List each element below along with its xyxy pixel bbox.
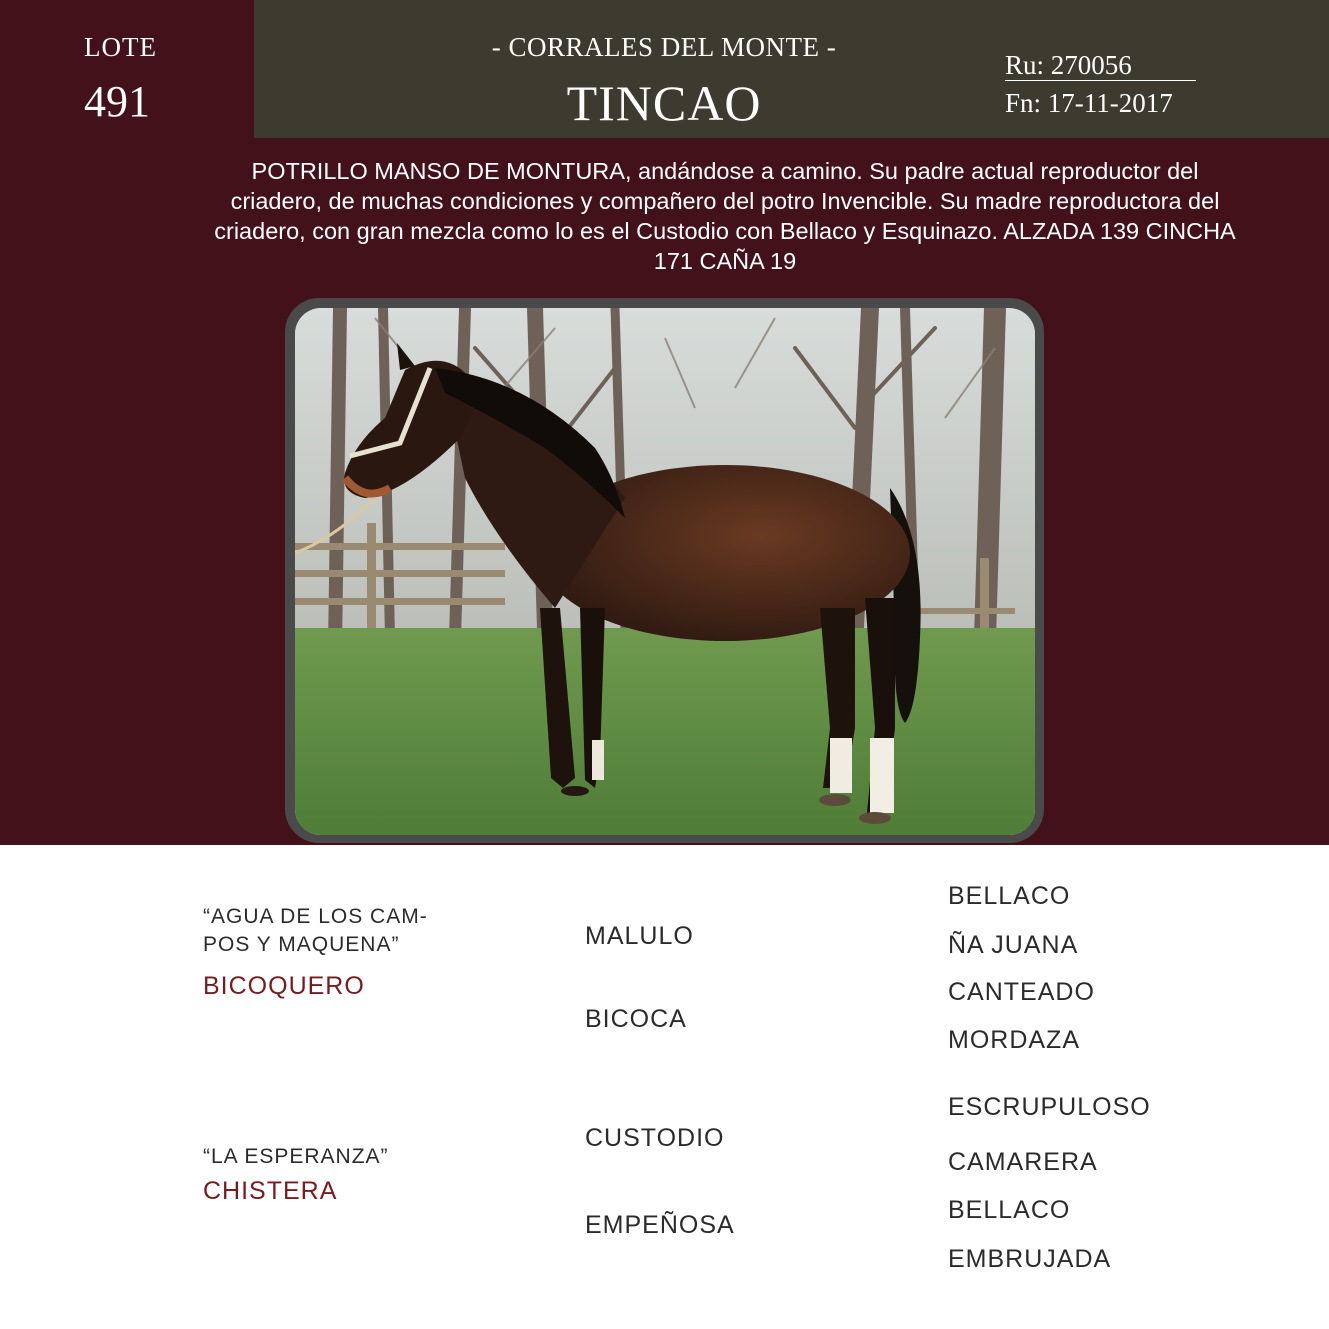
breeder-name: - CORRALES DEL MONTE - bbox=[491, 32, 837, 62]
great-grandparent-7: BELLACO bbox=[948, 1196, 1071, 1224]
horse-name: TINCAO bbox=[566, 75, 762, 131]
great-grandparent-1: BELLACO bbox=[948, 882, 1071, 910]
registry-number: Ru: 270056 bbox=[1005, 50, 1196, 81]
horse-photo bbox=[295, 308, 1035, 835]
paternal-grandsire: MALULO bbox=[585, 922, 694, 950]
birth-date: Fn: 17-11-2017 bbox=[1005, 88, 1173, 118]
lot-label: LOTE bbox=[84, 32, 157, 62]
great-grandparent-8: EMBRUJADA bbox=[948, 1245, 1112, 1273]
great-grandparent-2: ÑA JUANA bbox=[948, 931, 1079, 959]
sire-breeder-line1: “AGUA DE LOS CAM- bbox=[203, 905, 428, 928]
sire-name: BICOQUERO bbox=[203, 972, 365, 1000]
sire-breeder-line2: POS Y MAQUENA” bbox=[203, 933, 400, 956]
great-grandparent-4: MORDAZA bbox=[948, 1026, 1080, 1054]
paternal-granddam: BICOCA bbox=[585, 1005, 687, 1033]
great-grandparent-6: CAMARERA bbox=[948, 1148, 1098, 1176]
dam-name: CHISTERA bbox=[203, 1177, 338, 1205]
lot-number: 491 bbox=[84, 77, 150, 126]
header-bar bbox=[254, 0, 1329, 138]
dam-breeder: “LA ESPERANZA” bbox=[203, 1145, 389, 1168]
sire-breeder bbox=[203, 903, 428, 959]
great-grandparent-3: CANTEADO bbox=[948, 978, 1095, 1006]
great-grandparent-5: ESCRUPULOSO bbox=[948, 1093, 1151, 1121]
lot-box bbox=[0, 0, 254, 138]
horse-illustration bbox=[295, 308, 1035, 835]
horse-description: POTRILLO MANSO DE MONTURA, andándose a camino. Su padre actual reproductor del criadero, de muchas condiciones y compañero del potro Invencible. Su madre reproductora del criadero, con gran mezcla como lo es el Custodio con Bellaco y Esquinazo. ALZADA 139 CINCHA 171 CAÑA 19 bbox=[214, 158, 1236, 274]
maternal-granddam: EMPEÑOSA bbox=[585, 1211, 735, 1239]
maternal-grandsire: CUSTODIO bbox=[585, 1124, 725, 1152]
